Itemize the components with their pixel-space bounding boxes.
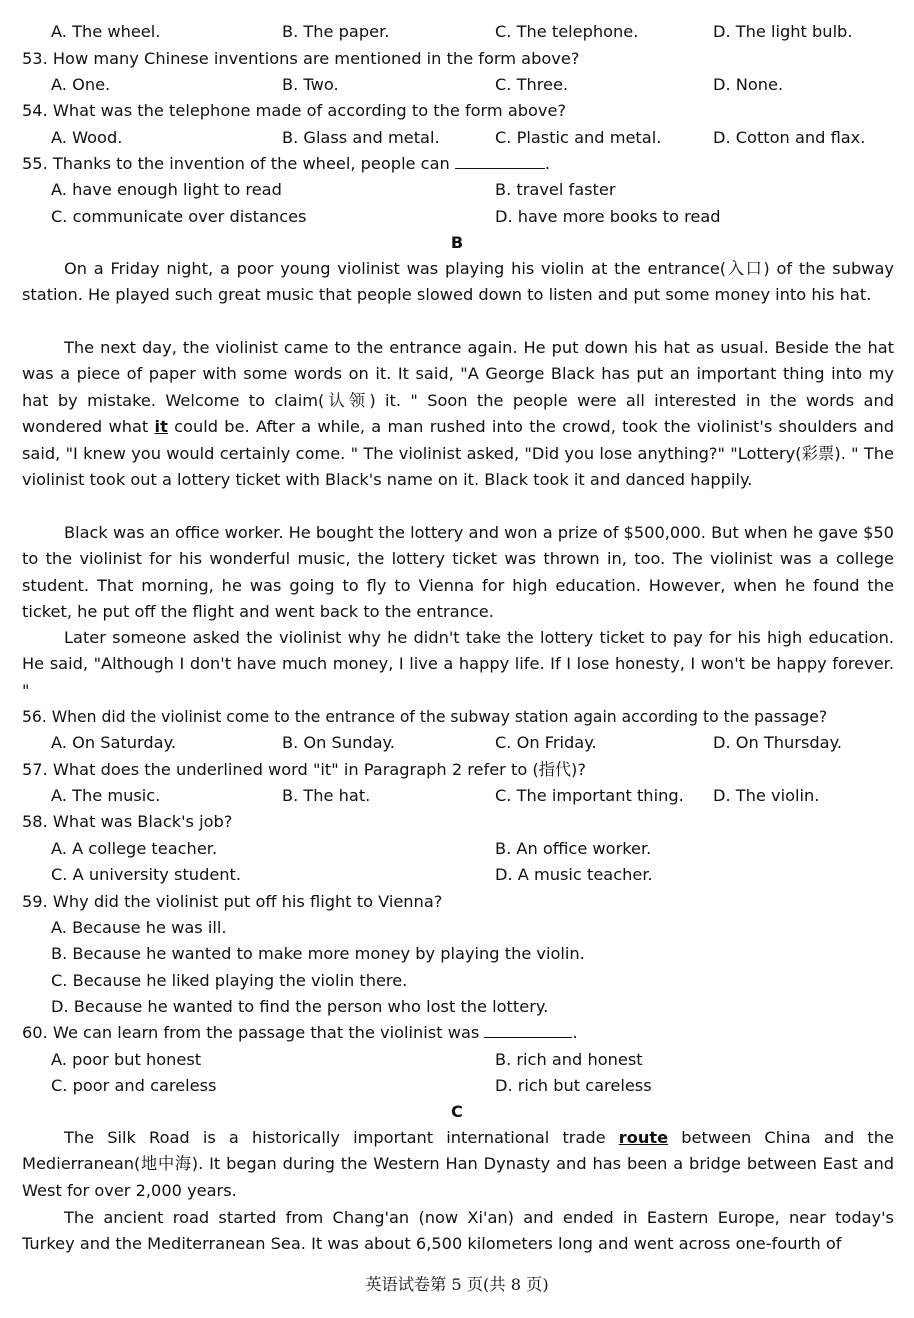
q59-option-d: D. Because he wanted to find the person who lost the lottery. xyxy=(51,997,549,1016)
section-c-heading: C xyxy=(451,1102,463,1121)
answer-blank xyxy=(455,154,545,169)
passage-c-paragraph-1: The Silk Road is a historically important international trade route between China and the Medierranean(地中海). It began during the Western Han Dynasty and has been a bridge between East and West for over 2,000 years. xyxy=(22,1128,894,1200)
q59-option-b: B. Because he wanted to make more money by playing the violin. xyxy=(51,944,585,963)
q54-option-a: A. Wood. xyxy=(51,128,123,147)
q53-option-a: A. One. xyxy=(51,75,111,94)
q59-option-c: C. Because he liked playing the violin there. xyxy=(51,971,408,990)
q58-option-a: A. A college teacher. xyxy=(51,839,218,858)
q52-option-d: D. The light bulb. xyxy=(713,22,853,41)
q57-option-c: C. The important thing. xyxy=(495,786,684,805)
passage-b-paragraph-2: The next day, the violinist came to the entrance again. He put down his hat as usual. Beside the hat was a piece of paper with some words on it. It said, "A George Black has put an important thing into my hat by mistake. Welcome to claim(认领) it. " Soon the people were all interested in the words and wondered what it could be. After a while, a man rushed into the crowd, took the violinist's shoulders and said, "I knew you would certainly come. " The violinist asked, "Did you lose anything?" "Lottery(彩票). " The violinist took out a lottery ticket with Black's name on it. Black took it and danced happily. xyxy=(22,338,894,490)
q60-option-d: D. rich but careless xyxy=(495,1076,652,1095)
q54-option-c: C. Plastic and metal. xyxy=(495,128,662,147)
q60-option-a: A. poor but honest xyxy=(51,1050,202,1069)
q54-stem: 54. What was the telephone made of according to the form above? xyxy=(22,101,567,120)
page-footer: 英语试卷第 5 页(共 8 页) xyxy=(365,1275,549,1294)
q58-option-c: C. A university student. xyxy=(51,865,242,884)
q58-stem: 58. What was Black's job? xyxy=(22,812,233,831)
q56-option-c: C. On Friday. xyxy=(495,733,597,752)
q55-option-c: C. communicate over distances xyxy=(51,207,307,226)
q53-stem: 53. How many Chinese inventions are mentioned in the form above? xyxy=(22,49,580,68)
q60-stem: 60. We can learn from the passage that the violinist was . xyxy=(22,1023,578,1042)
q57-stem: 57. What does the underlined word "it" in Paragraph 2 refer to (指代)? xyxy=(22,760,586,779)
passage-b-paragraph-3: Black was an office worker. He bought the lottery and won a prize of $500,000. But when he gave $50 to the violinist for his wonderful music, the lottery ticket was thrown in, too. The violinist was a college student. That morning, he was going to fly to Vienna for high education. However, when he found the ticket, he put off the flight and went back to the entrance. xyxy=(22,523,894,622)
passage-c-paragraph-2: The ancient road started from Chang'an (now Xi'an) and ended in Eastern Europe, near today's Turkey and the Mediterranean Sea. It was about 6,500 kilometers long and went across one-fourth of xyxy=(22,1208,894,1254)
q57-option-a: A. The music. xyxy=(51,786,161,805)
q56-option-b: B. On Sunday. xyxy=(282,733,395,752)
q57-option-b: B. The hat. xyxy=(282,786,371,805)
q53-option-b: B. Two. xyxy=(282,75,339,94)
passage-b-paragraph-4: Later someone asked the violinist why he didn't take the lottery ticket to pay for his high education. He said, "Although I don't have much money, I live a happy life. If I lose honesty, I won't be happy forever. " xyxy=(22,628,894,700)
passage-b-paragraph-1: On a Friday night, a poor young violinist was playing his violin at the entrance(入口) of the subway station. He played such great music that people slowed down to listen and put some money into his hat. xyxy=(22,259,894,305)
q54-option-b: B. Glass and metal. xyxy=(282,128,440,147)
q55-option-a: A. have enough light to read xyxy=(51,180,282,199)
q52-option-a: A. The wheel. xyxy=(51,22,161,41)
q60-option-b: B. rich and honest xyxy=(495,1050,643,1069)
q57-option-d: D. The violin. xyxy=(713,786,820,805)
q54-option-d: D. Cotton and flax. xyxy=(713,128,866,147)
q58-option-d: D. A music teacher. xyxy=(495,865,653,884)
q52-option-c: C. The telephone. xyxy=(495,22,639,41)
q59-stem: 59. Why did the violinist put off his flight to Vienna? xyxy=(22,892,443,911)
q58-option-b: B. An office worker. xyxy=(495,839,652,858)
q55-option-b: B. travel faster xyxy=(495,180,616,199)
q56-stem: 56. When did the violinist come to the entrance of the subway station again according to the passage? xyxy=(22,708,828,726)
underlined-word-route: route xyxy=(618,1128,669,1147)
q53-option-c: C. Three. xyxy=(495,75,569,94)
q60-option-c: C. poor and careless xyxy=(51,1076,217,1095)
section-b-heading: B xyxy=(450,233,464,252)
q59-option-a: A. Because he was ill. xyxy=(51,918,227,937)
q55-stem: 55. Thanks to the invention of the wheel, people can . xyxy=(22,154,551,173)
q55-option-d: D. have more books to read xyxy=(495,207,721,226)
q52-option-b: B. The paper. xyxy=(282,22,390,41)
q56-option-d: D. On Thursday. xyxy=(713,733,843,752)
q53-option-d: D. None. xyxy=(713,75,784,94)
answer-blank xyxy=(484,1023,572,1038)
underlined-word-it: it xyxy=(154,417,168,437)
q56-option-a: A. On Saturday. xyxy=(51,733,177,752)
